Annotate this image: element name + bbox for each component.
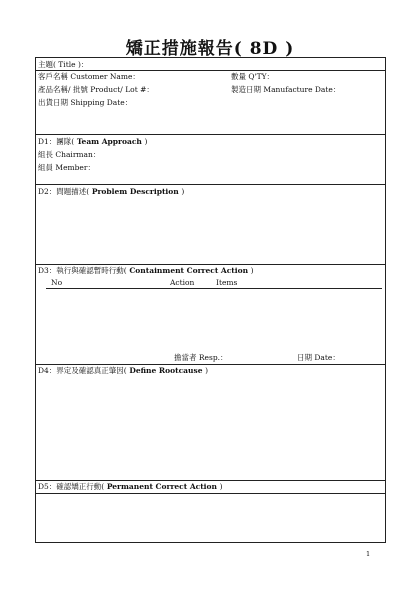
- d1-heading: D1：團隊( Team Approach ): [38, 137, 148, 146]
- member-label: 組員 Member：: [38, 163, 95, 172]
- customer-info-section: [36, 70, 385, 71]
- d3-responsible-label: 擔當者 Resp.：: [174, 353, 228, 362]
- d4-heading: D4：界定及確認真正肇因( Define Rootcause ): [38, 366, 209, 375]
- customer-name-label: 客戶名稱 Customer Name：: [38, 72, 140, 81]
- report-form: [35, 57, 386, 543]
- quantity-label: 數量 Q'TY：: [231, 72, 275, 81]
- report-title: 矯正措施報告( 8D ): [125, 39, 295, 59]
- d5-content-area: [36, 493, 385, 494]
- d3-column-no: No: [51, 278, 63, 287]
- subject-label: 主題( Title )：: [38, 60, 89, 69]
- manufacture-date-label: 製造日期 Manufacture Date：: [231, 85, 341, 94]
- d2-section: [36, 184, 385, 185]
- d3-date-label: 日期 Date：: [297, 353, 340, 362]
- shipping-date-label: 出貨日期 Shipping Date：: [38, 98, 133, 107]
- d3-column-items: Items: [216, 278, 238, 287]
- chairman-label: 組長 Chairman：: [38, 150, 101, 159]
- d5-heading: D5：確認矯正行動( Permanent Correct Action ): [38, 482, 223, 491]
- d4-section: [36, 364, 385, 365]
- d3-heading: D3：執行與確認暫時行動( Containment Correct Action ): [38, 266, 254, 275]
- d5-section: [36, 480, 385, 481]
- product-lot-label: 產品名稱/ 批號 Product/ Lot #：: [38, 85, 154, 94]
- page-number: 1: [366, 550, 371, 558]
- d3-section: [36, 264, 385, 265]
- d3-column-underline: [46, 288, 382, 289]
- d3-column-action: Action: [170, 278, 195, 287]
- d2-heading: D2：問題描述( Problem Description ): [38, 187, 185, 196]
- d1-section: [36, 134, 385, 135]
